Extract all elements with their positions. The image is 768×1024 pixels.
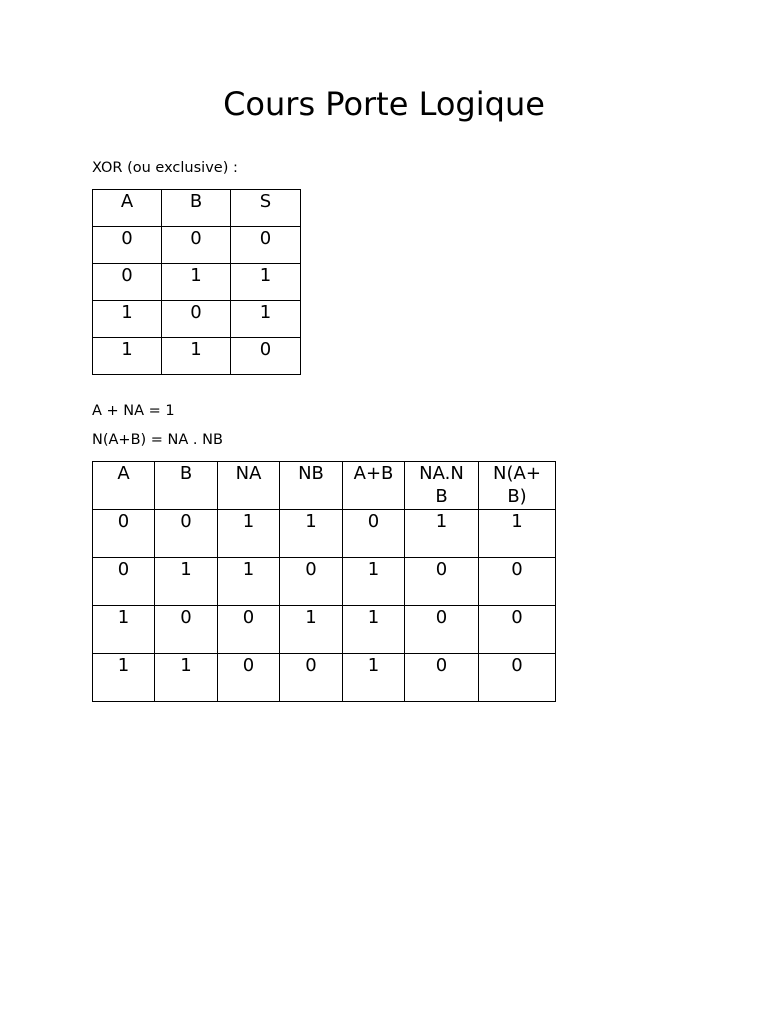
- formula-de-morgan: N(A+B) = NA . NB: [92, 432, 223, 448]
- table-header-cell: NB: [280, 462, 343, 510]
- table-cell: 0: [343, 510, 405, 558]
- table-cell: 0: [479, 558, 556, 606]
- table-cell: 1: [218, 558, 280, 606]
- table-cell: 1: [162, 338, 231, 375]
- table-row: [93, 227, 301, 264]
- table-cell: 1: [218, 510, 280, 558]
- table-cell: 0: [162, 301, 231, 338]
- table-cell: 1: [280, 606, 343, 654]
- table-cell: 0: [93, 558, 155, 606]
- page-title: Cours Porte Logique: [223, 85, 545, 123]
- table-header-row: [93, 190, 301, 227]
- de-morgan-truth-table: [92, 461, 556, 702]
- table-row: [93, 558, 556, 606]
- table-header-cell: S: [231, 190, 301, 227]
- table-row: [93, 654, 556, 702]
- table-row: [93, 338, 301, 375]
- table-cell: 0: [93, 510, 155, 558]
- table-cell: 0: [280, 654, 343, 702]
- table-cell: 0: [405, 654, 479, 702]
- table-cell: 0: [405, 606, 479, 654]
- table-cell: 0: [155, 606, 218, 654]
- table-cell: 1: [280, 510, 343, 558]
- table-cell: 1: [405, 510, 479, 558]
- table-header-cell: NA.NB: [405, 462, 479, 510]
- table-cell: 0: [93, 227, 162, 264]
- xor-truth-table: [92, 189, 301, 375]
- table-row: [93, 264, 301, 301]
- table-cell: 1: [479, 510, 556, 558]
- table-cell: 0: [155, 510, 218, 558]
- table-row: [93, 510, 556, 558]
- formula-complement: A + NA = 1: [92, 403, 175, 419]
- table-cell: 0: [93, 264, 162, 301]
- table-cell: 0: [218, 654, 280, 702]
- table-header-cell: A: [93, 190, 162, 227]
- table-cell: 1: [93, 301, 162, 338]
- table-cell: 0: [162, 227, 231, 264]
- table-cell: 1: [93, 338, 162, 375]
- table-header-cell: NA: [218, 462, 280, 510]
- table-row: [93, 606, 556, 654]
- table-cell: 1: [343, 558, 405, 606]
- table-cell: 1: [93, 654, 155, 702]
- table-header-cell: N(A+B): [479, 462, 556, 510]
- table-header-cell: B: [155, 462, 218, 510]
- table-cell: 1: [231, 301, 301, 338]
- table-cell: 0: [231, 227, 301, 264]
- table-cell: 0: [479, 606, 556, 654]
- table-cell: 1: [343, 606, 405, 654]
- table-cell: 1: [343, 654, 405, 702]
- table-header-row: [93, 462, 556, 510]
- table-cell: 0: [479, 654, 556, 702]
- table-header-cell: B: [162, 190, 231, 227]
- xor-label: XOR (ou exclusive) :: [92, 160, 238, 176]
- table-cell: 0: [218, 606, 280, 654]
- table-header-cell: A+B: [343, 462, 405, 510]
- table-row: [93, 301, 301, 338]
- table-cell: 0: [280, 558, 343, 606]
- table-cell: 1: [155, 654, 218, 702]
- table-cell: 0: [405, 558, 479, 606]
- table-cell: 1: [93, 606, 155, 654]
- table-cell: 1: [231, 264, 301, 301]
- table-cell: 0: [231, 338, 301, 375]
- table-header-cell: A: [93, 462, 155, 510]
- table-cell: 1: [162, 264, 231, 301]
- table-cell: 1: [155, 558, 218, 606]
